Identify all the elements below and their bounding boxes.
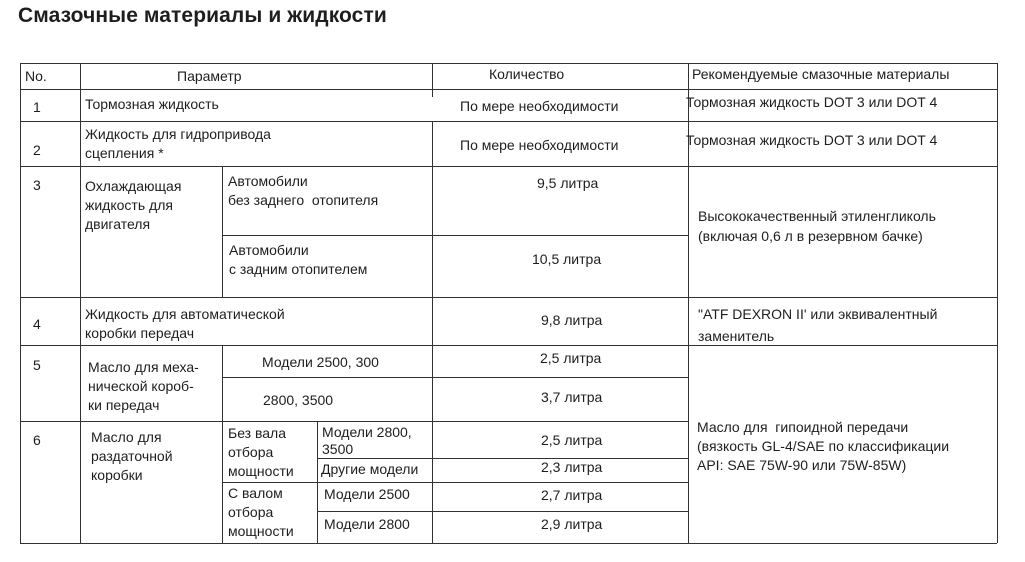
quantity-cell: 2,5 литра <box>541 432 603 448</box>
recommended-cell: Тормозная жидкость DOT 3 или DOT 4 <box>686 132 938 148</box>
header-no: No. <box>25 68 47 84</box>
parameter-cell: двигателя <box>85 216 151 232</box>
parameter-cell: Тормозная жидкость <box>85 96 219 112</box>
recommended-cell: API: SAE 75W-90 или 75W-85W) <box>697 457 907 473</box>
quantity-cell: 9,8 литра <box>541 312 603 328</box>
row-number: 5 <box>33 357 41 373</box>
page-title: Смазочные материалы и жидкости <box>18 4 387 27</box>
quantity-cell: 10,5 литра <box>532 251 602 267</box>
header-quantity: Количество <box>489 66 565 82</box>
recommended-cell: Масло для гипоидной передачи <box>697 419 909 435</box>
group-label: отбора <box>228 444 274 460</box>
sub-parameter-cell: без заднего отопителя <box>228 192 379 208</box>
sub-parameter-cell: Автомобили <box>228 173 308 189</box>
sub-parameter-cell: Автомобили <box>229 242 309 258</box>
row-number: 6 <box>33 432 41 448</box>
parameter-cell: Жидкость для гидропривода <box>85 126 271 142</box>
header-parameter: Параметр <box>177 68 242 84</box>
group-label: отбора <box>228 504 274 520</box>
parameter-cell: раздаточной <box>91 448 173 464</box>
model-cell: Модели 2500 <box>324 486 410 502</box>
parameter-cell: сцепления * <box>85 145 164 161</box>
row-number: 2 <box>33 142 41 158</box>
group-label: Без вала <box>228 425 286 441</box>
quantity-cell: 2,3 литра <box>541 459 603 475</box>
group-label: С валом <box>228 485 283 501</box>
parameter-cell: жидкость для <box>85 197 173 213</box>
quantity-cell: По мере необходимости <box>460 98 619 114</box>
parameter-cell: нической короб- <box>88 378 194 394</box>
quantity-cell: 3,7 литра <box>541 389 603 405</box>
quantity-cell: 2,9 литра <box>541 516 603 532</box>
parameter-cell: ки передач <box>88 397 160 413</box>
parameter-cell: коробки <box>91 467 143 483</box>
sub-parameter-cell: Модели 2500, 300 <box>262 354 379 370</box>
model-cell: Другие модели <box>321 461 419 477</box>
recommended-cell: Высококачественный этиленгликоль <box>698 208 936 224</box>
quantity-cell: 9,5 литра <box>537 175 599 191</box>
parameter-cell: Масло для меха- <box>88 359 199 375</box>
sub-parameter-cell: с задним отопителем <box>229 261 368 277</box>
recommended-cell: "ATF DEXRON II' или эквивалентный <box>698 306 938 322</box>
row-number: 3 <box>33 177 41 193</box>
group-label: мощности <box>228 523 294 539</box>
parameter-cell: Жидкость для автоматической <box>85 306 285 322</box>
group-label: мощности <box>228 463 294 479</box>
recommended-cell: заменитель <box>698 328 775 344</box>
row-number: 4 <box>33 316 41 332</box>
quantity-cell: 2,7 литра <box>541 487 603 503</box>
model-cell: 3500 <box>322 441 354 457</box>
recommended-cell: Тормозная жидкость DOT 3 или DOT 4 <box>686 94 938 110</box>
quantity-cell: 2,5 литра <box>540 350 602 366</box>
parameter-cell: Масло для <box>91 429 162 445</box>
recommended-cell: (включая 0,6 л в резервном бачке) <box>698 228 923 244</box>
sub-parameter-cell: 2800, 3500 <box>263 392 334 408</box>
parameter-cell: коробки передач <box>85 325 195 341</box>
parameter-cell: Охлаждающая <box>85 178 182 194</box>
row-number: 1 <box>33 99 41 115</box>
quantity-cell: По мере необходимости <box>460 137 619 153</box>
recommended-cell: (вязкость GL-4/SAE по классификации <box>697 438 950 454</box>
header-recommended: Рекомендуемые смазочные материалы <box>692 66 950 82</box>
model-cell: Модели 2800 <box>324 516 410 532</box>
model-cell: Модели 2800, <box>322 424 412 440</box>
